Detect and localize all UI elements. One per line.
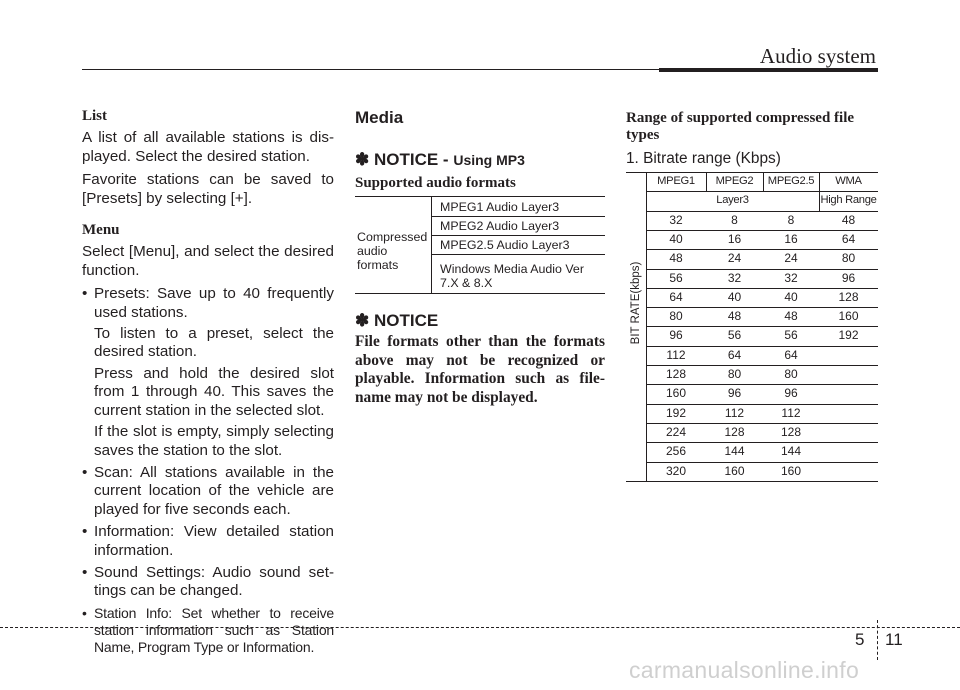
table-cell: 64 — [727, 347, 742, 362]
table-cell: 112 — [781, 405, 801, 420]
table-cell: WMA — [835, 175, 862, 187]
table-cell: 128 — [780, 424, 802, 439]
table-cell: 112 — [724, 405, 745, 420]
table-cell: 160 — [724, 463, 745, 478]
table-cell: 224 — [665, 424, 687, 439]
supported-formats-table — [355, 196, 605, 300]
bullet-icon: • — [82, 285, 88, 303]
notice-label: NOTICE - — [373, 150, 449, 169]
table-cell: 96 — [669, 328, 683, 343]
table-cell: 48 — [841, 212, 856, 227]
table-cell: 40 — [784, 289, 798, 304]
menu-function-list — [82, 285, 334, 656]
table-cell: 56 — [727, 328, 742, 343]
scan-text: Scan: All stations available in the current location of the vehicle are played for five seconds each. — [94, 463, 334, 518]
watermark: carmanualsonline.info — [629, 657, 860, 683]
table-cell: 112 — [666, 347, 686, 362]
notice-star-icon: ✽ — [355, 150, 370, 169]
table-cell: 40 — [669, 231, 683, 246]
list-item-scan — [82, 464, 334, 519]
table-cell: 48 — [784, 309, 798, 324]
table-cell: 144 — [780, 444, 802, 459]
list-paragraph-2: Favorite stations can be saved to [Presets] by selecting [+]. — [82, 171, 334, 207]
table-cell: Layer3 — [716, 194, 749, 207]
format-cell: MPEG1 Audio Layer3 — [440, 200, 560, 214]
table-cell: 32 — [727, 270, 742, 285]
table-cell: 64 — [784, 347, 798, 362]
table-cell: 8 — [731, 212, 738, 227]
formats-row-label: Compressed audio formats — [357, 230, 428, 272]
table-cell: 48 — [669, 251, 683, 266]
table-cell: 160 — [665, 386, 687, 401]
bullet-icon: • — [82, 563, 88, 581]
table-cell: 144 — [724, 444, 745, 459]
list-paragraph-1: A list of all available stations is dis-played. Select the desired station. — [82, 129, 334, 165]
table-cell: 8 — [787, 212, 795, 227]
table-rule — [626, 481, 878, 482]
presets-sub-3: If the slot is empty, simply selecting saves the station to the slot. — [94, 423, 334, 459]
notice-label: NOTICE — [373, 311, 439, 330]
table-cell: 160 — [780, 463, 802, 478]
table-cell: 24 — [784, 251, 798, 266]
table-cell: 128 — [724, 424, 745, 439]
table-cell: 64 — [841, 231, 856, 246]
bullet-icon: • — [82, 604, 87, 621]
table-cell: 32 — [669, 212, 683, 227]
presets-sub-1: To listen to a preset, select the desired station. — [94, 325, 334, 361]
presets-text: Presets: Save up to 40 frequently used stations. — [94, 285, 334, 321]
footer-rule — [0, 627, 960, 628]
table-cell: 48 — [727, 309, 742, 324]
list-heading: List — [82, 108, 108, 124]
table-cell: 160 — [838, 309, 859, 324]
bitrate-axis-label: BIT RATE(kbps) — [630, 261, 642, 345]
header-rule — [82, 69, 660, 70]
menu-heading: Menu — [82, 222, 120, 239]
list-item-sound-settings — [82, 564, 334, 601]
supported-formats-heading: Supported audio formats — [355, 175, 516, 191]
table-cell: MPEG2.5 — [767, 175, 815, 187]
table-rule — [819, 172, 820, 211]
column-media — [355, 108, 607, 406]
notice-star-icon: ✽ — [355, 311, 370, 330]
table-cell: 96 — [841, 270, 856, 285]
table-cell: 16 — [727, 231, 742, 246]
bullet-icon: • — [82, 463, 88, 481]
list-item-information — [82, 523, 334, 560]
header-rule-accent — [659, 68, 878, 72]
notice-heading — [355, 311, 438, 331]
table-rule — [763, 172, 764, 191]
table-cell: MPEG1 — [657, 175, 695, 187]
footer-divider — [877, 620, 878, 660]
menu-paragraph: Select [Menu], and select the desired function. — [82, 243, 334, 279]
table-cell: 128 — [838, 289, 859, 304]
list-item-presets — [82, 285, 334, 460]
page-header-title: Audio system — [759, 44, 876, 68]
notice-body: File formats other than the formats above may not be recognized or playable. Information such as file-name may not be displayed. — [355, 333, 605, 406]
table-cell: 96 — [727, 386, 742, 401]
table-cell: 96 — [784, 386, 798, 401]
table-cell: 56 — [784, 328, 798, 343]
table-cell: 256 — [665, 444, 687, 459]
range-heading: Range of supported compressed file types — [626, 110, 855, 143]
format-cell: MPEG2 Audio Layer3 — [440, 219, 560, 233]
media-heading: Media — [355, 108, 404, 127]
table-rule — [706, 172, 707, 191]
table-cell: 192 — [838, 328, 859, 343]
table-cell: 24 — [727, 251, 742, 266]
information-text: Information: View detailed station information. — [94, 523, 334, 559]
table-cell: 64 — [669, 289, 683, 304]
list-item-station-info — [82, 605, 334, 656]
table-cell: High Range — [820, 194, 877, 207]
table-cell: 320 — [665, 463, 687, 478]
table-cell: 56 — [669, 270, 683, 285]
notice-subtitle: Using MP3 — [453, 152, 525, 168]
table-cell: 128 — [665, 367, 687, 381]
table-cell: MPEG2 — [715, 175, 754, 187]
bitrate-table — [626, 172, 878, 482]
presets-sub-2: Press and hold the desired slot from 1 through 40. This saves the current station in the selected slot. — [94, 364, 334, 419]
section-number: 5 — [855, 630, 865, 649]
table-cell: 32 — [784, 270, 798, 285]
station-info-text: Station Info: Set whether to receive station information such as Station Name, Program Type or Information. — [94, 604, 334, 655]
table-cell: 80 — [727, 367, 742, 381]
table-cell: 16 — [784, 231, 798, 246]
bullet-icon: • — [82, 523, 88, 541]
bitrate-heading: 1. Bitrate range (Kbps) — [626, 150, 781, 167]
format-cell: MPEG2.5 Audio Layer3 — [440, 238, 570, 252]
table-cell: 40 — [727, 289, 742, 304]
sound-settings-text: Sound Settings: Audio sound set-tings can be changed. — [94, 563, 334, 600]
table-cell: 80 — [784, 367, 798, 381]
page-number: 11 — [885, 630, 903, 649]
table-cell: 80 — [669, 309, 683, 324]
format-cell: Windows Media Audio Ver 7.X & 8.X — [440, 262, 584, 290]
table-cell: 80 — [841, 251, 856, 266]
notice-mp3-heading — [355, 150, 607, 170]
column-list-menu — [82, 107, 334, 660]
column-bitrate — [626, 110, 880, 168]
table-cell: 192 — [665, 405, 687, 420]
